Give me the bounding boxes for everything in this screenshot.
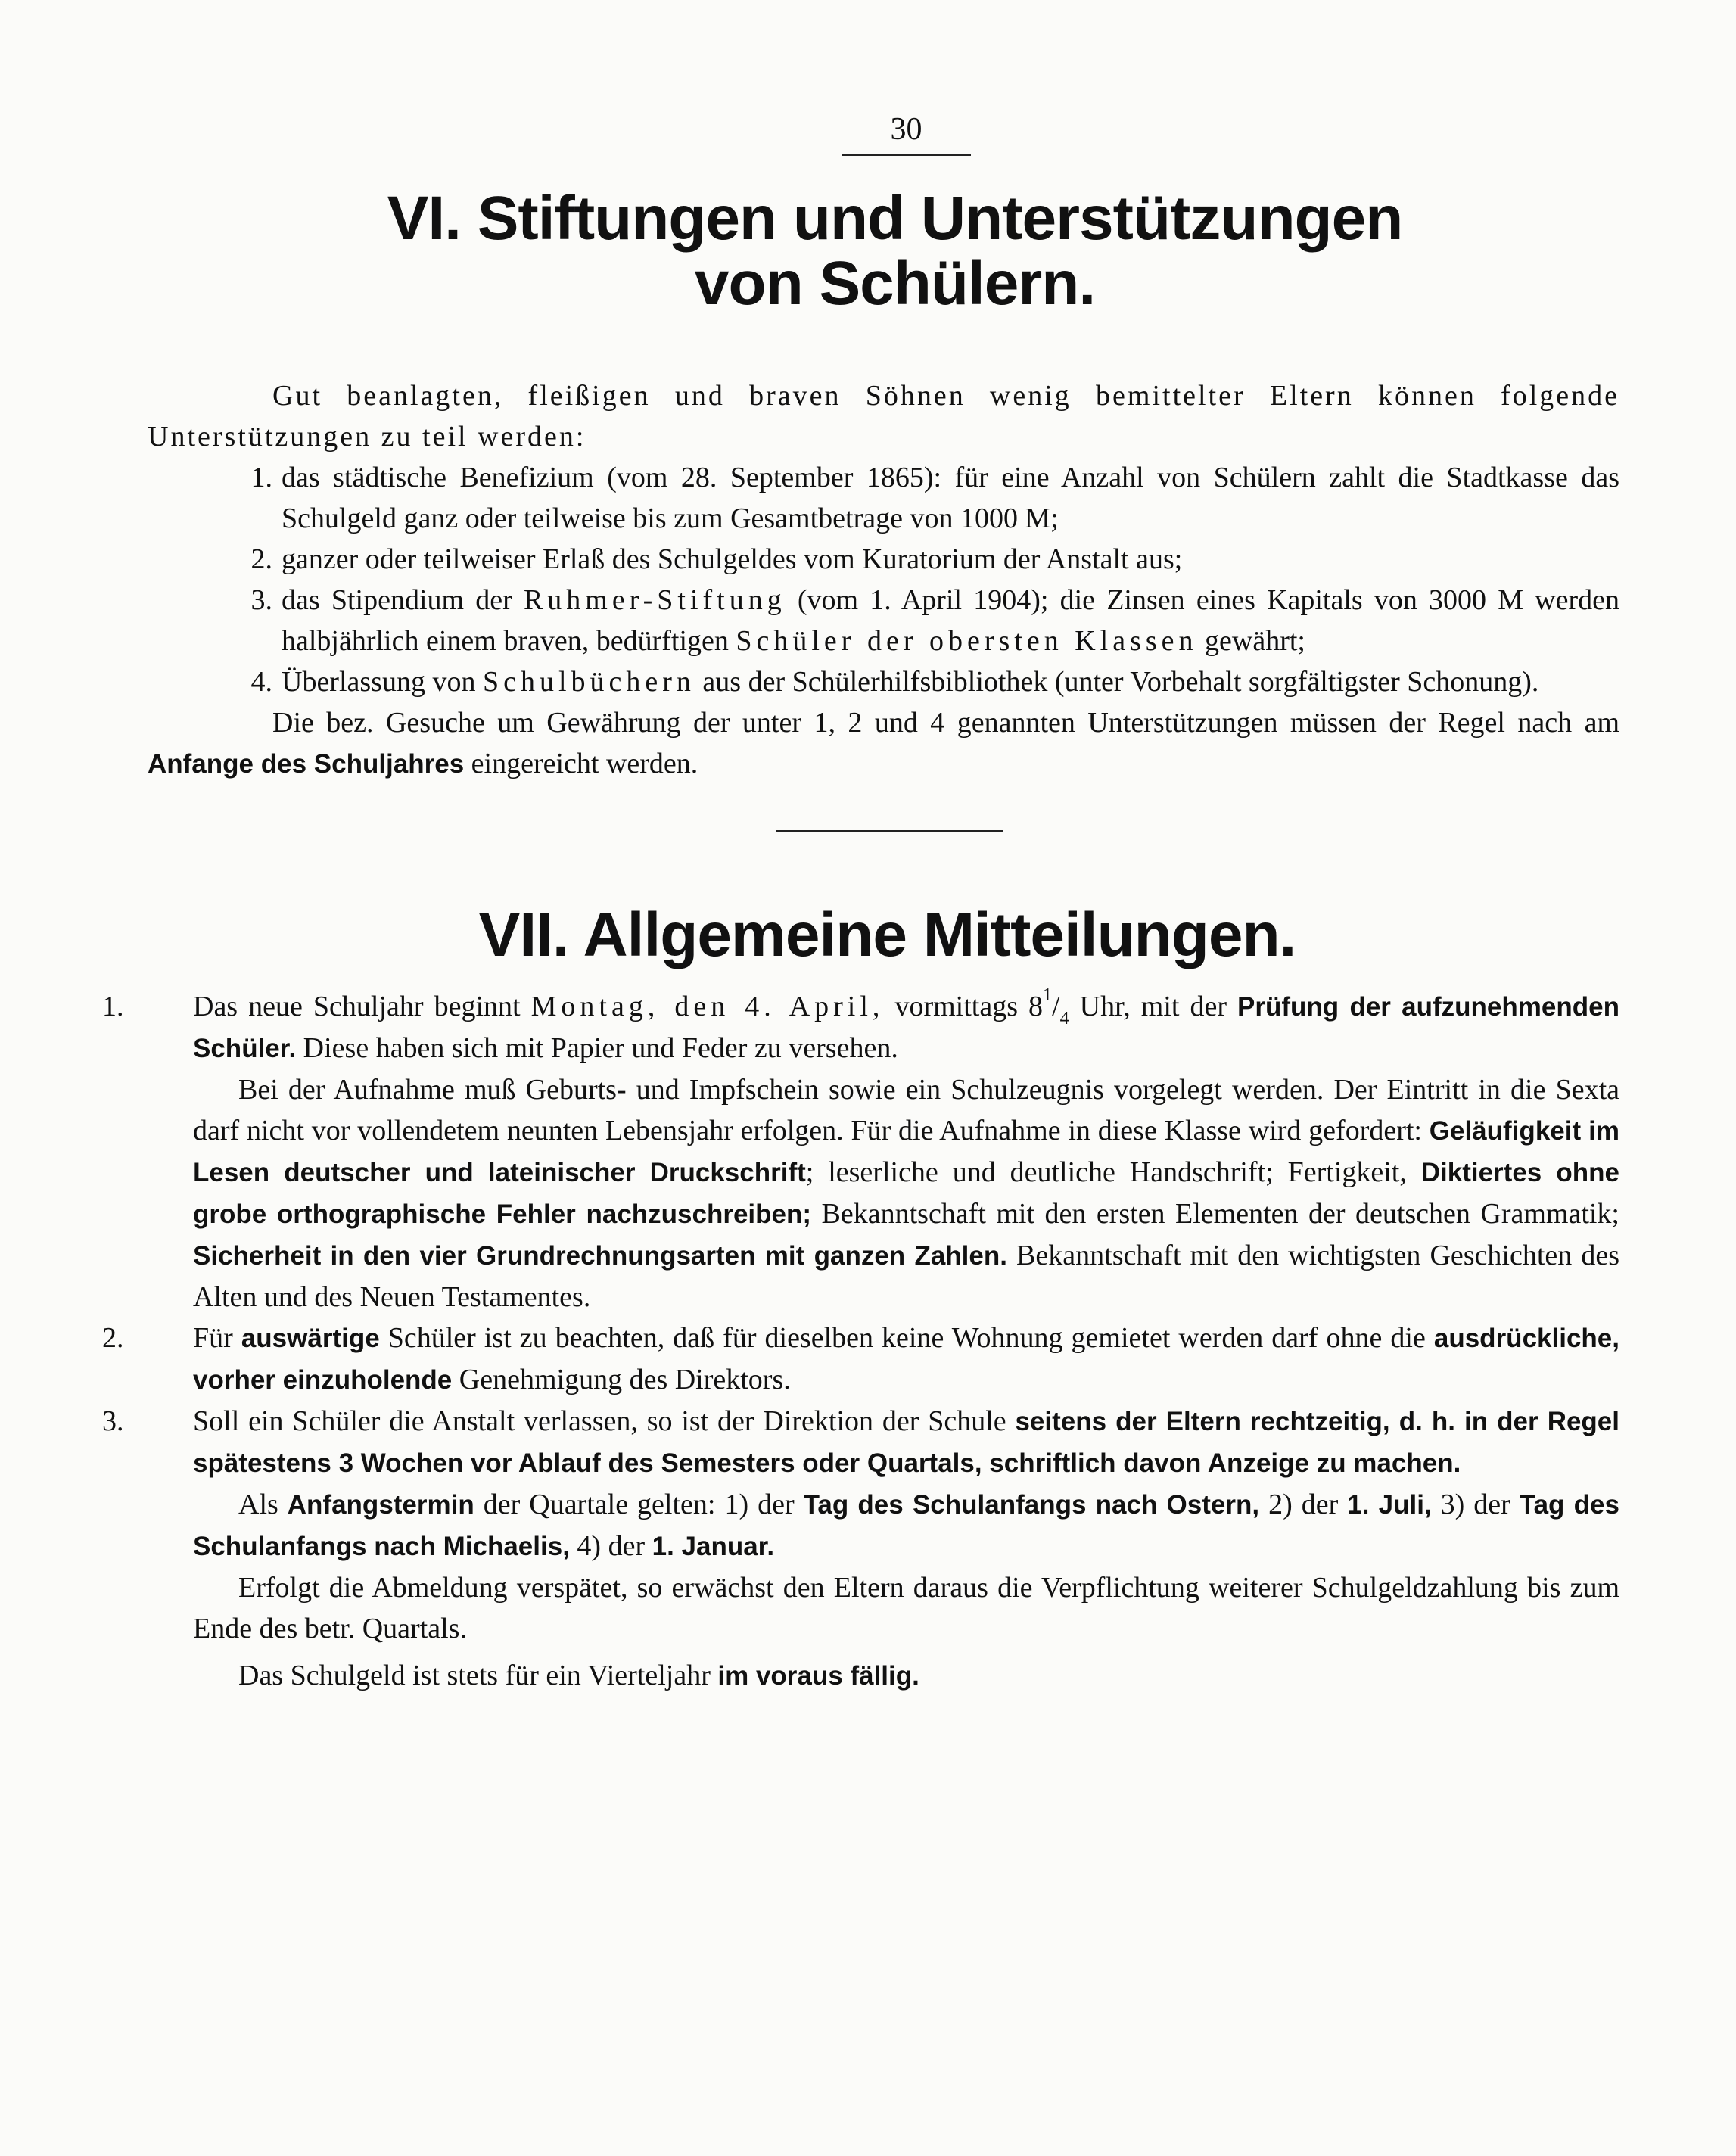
list-item: 3. das Stipendium der Ruhmer-Stiftung (vom 1. April 1904); die Zinsen eines Kapitals von 3000 M werden halbjährlich einem braven, bedürftigen Schüler der obersten Klassen gewährt;	[250, 584, 1620, 657]
section6-title-line2: von Schülern.	[694, 249, 1096, 318]
list-item: 4. Überlassung von Schulbüchern aus der Schülerhilfsbibliothek (unter Vorbehalt sorgfältigster Schonung).	[250, 666, 1539, 698]
list-item: 1. das städtische Benefizium (vom 28. September 1865): für eine Anzahl von Schülern zahlt die Stadtkasse das Schulgeld ganz oder teilweise bis zum Gesamtbetrage von 1000 M;	[250, 462, 1619, 534]
section7-body	[102, 985, 1619, 1697]
paragraph-1: 1. Das neue Schuljahr beginnt Montag, den 4. April, vormittags $8^1/4$ Uhr, mit der Prüfung der aufzunehmenden Schüler. Diese haben sich mit Papier und Feder zu versehen.	[102, 985, 1619, 1064]
support-list	[148, 457, 1619, 702]
section-divider	[776, 830, 1003, 832]
document-page	[102, 112, 1620, 1697]
section7-title: VII. Allgemeine Mitteilungen.	[478, 901, 1296, 969]
paragraph-3c: Erfolgt die Abmeldung verspätet, so erwächst den Eltern daraus die Verpflichtung weiterer Schulgeldzahlung bis zum Ende des betr. Quartals.	[193, 1572, 1619, 1644]
paragraph-3b: Als Anfangstermin der Quartale gelten: 1) der Tag des Schulanfangs nach Ostern, 2) der 1. Juli, 3) der Tag des Schulanfangs nach Michaelis, 4) der 1. Januar.	[193, 1489, 1619, 1562]
paragraph-3: 3. Soll ein Schüler die Anstalt verlassen, so ist der Direktion der Schule seitens der Eltern rechtzeitig, d. h. in der Regel spätestens 3 Wochen vor Ablauf des Semesters oder Quartals, schriftlich davon Anzeige zu machen.	[102, 1405, 1619, 1478]
paragraph-2: 2. Für auswärtige Schüler ist zu beachten, daß für dieselben keine Wohnung gemietet werden darf ohne die ausdrückliche, vorher einzuholende Genehmigung des Direktors.	[102, 1322, 1619, 1395]
list-item: 2. ganzer oder teilweiser Erlaß des Schulgeldes vom Kuratorium der Anstalt aus;	[250, 543, 1183, 575]
paragraph-3d: Das Schulgeld ist stets für ein Vierteljahr im voraus fällig.	[238, 1660, 919, 1691]
page-number: 30	[890, 112, 922, 147]
page-number-rule	[842, 154, 971, 156]
section6-closing: Die bez. Gesuche um Gewährung der unter 1, 2 und 4 genannten Unterstützungen müssen der Regel nach am Anfange des Schuljahres eingereicht werden.	[148, 707, 1619, 779]
section6-intro: Gut beanlagten, fleißigen und braven Söhnen wenig bemittelter Eltern können folgende Unterstützungen zu teil werden:	[148, 380, 1619, 453]
section6-title-line1: VI. Stiftungen und Unterstützungen	[387, 184, 1403, 253]
paragraph-1b: Bei der Aufnahme muß Geburts- und Impfschein sowie ein Schulzeugnis vorgelegt werden. Der Eintritt in die Sexta darf nicht vor vollendetem neunten Lebensjahr erfolgen. Für die Aufnahme in diese Klasse wird gefordert: Geläufigkeit im Lesen deutscher und lateinischer Druckschrift; leserliche und deutliche Handschrift; Fertigkeit, Diktiertes ohne grobe orthographische Fehler nachzuschreiben; Bekanntschaft mit den ersten Elementen der deutschen Grammatik; Sicherheit in den vier Grundrechnungsarten mit ganzen Zahlen. Bekanntschaft mit den wichtigsten Geschichten des Alten und des Neuen Testamentes.	[193, 1074, 1619, 1313]
